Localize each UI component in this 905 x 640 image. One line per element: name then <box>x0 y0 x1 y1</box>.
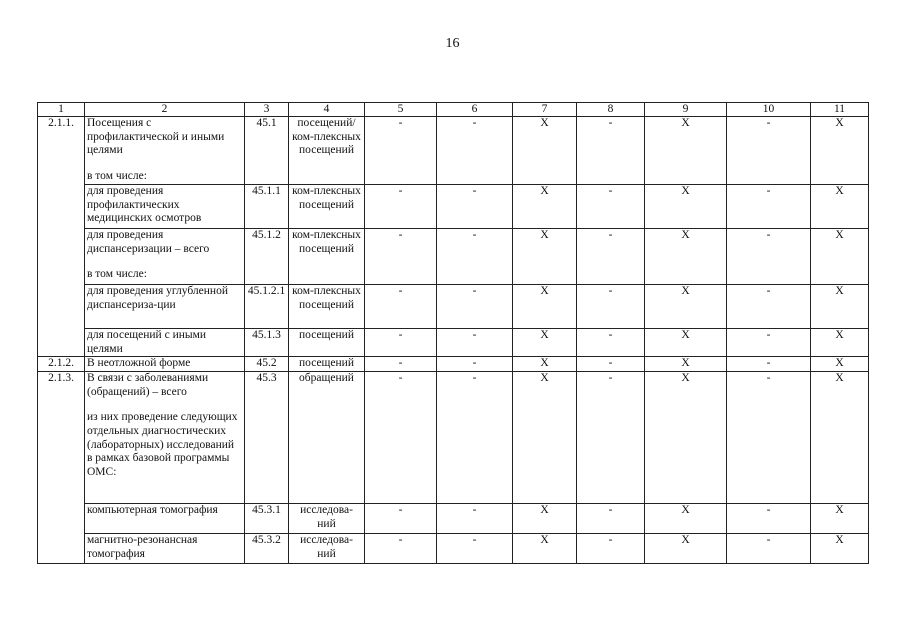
row-name-sub: из них проведение следующих отдельных диагностических (лабораторных) исследований в рамках базовой программы ОМС: <box>87 411 238 478</box>
header-cell: 1 <box>38 103 85 117</box>
row-unit: ком-плексных посещений <box>289 285 365 329</box>
row-name-sub: в том числе: <box>87 268 147 281</box>
value-dash: - <box>437 185 513 229</box>
value-dash: - <box>727 185 811 229</box>
value-dash: - <box>437 229 513 285</box>
row-code: 45.1.3 <box>245 329 289 357</box>
header-row <box>38 103 869 117</box>
value-dash: - <box>365 372 437 504</box>
table-row <box>38 285 869 329</box>
value-x: X <box>811 285 869 329</box>
row-code: 45.3.1 <box>245 504 289 534</box>
value-dash: - <box>437 285 513 329</box>
value-dash: - <box>577 372 645 504</box>
value-x: X <box>811 534 869 564</box>
value-dash: - <box>365 229 437 285</box>
value-x: X <box>513 372 577 504</box>
row-code: 45.1.1 <box>245 185 289 229</box>
value-dash: - <box>577 285 645 329</box>
row-unit: обращений <box>289 372 365 504</box>
row-code: 45.2 <box>245 357 289 372</box>
row-name: для проведения углубленной диспансериза-ции <box>85 285 245 329</box>
row-name <box>85 229 245 285</box>
value-dash: - <box>365 534 437 564</box>
table-row <box>38 372 869 504</box>
data-table <box>37 102 869 564</box>
row-name <box>85 372 245 504</box>
value-dash: - <box>437 329 513 357</box>
header-cell: 11 <box>811 103 869 117</box>
row-code: 45.1 <box>245 117 289 185</box>
row-name-main: для проведения диспансеризации – всего <box>87 229 210 255</box>
value-x: X <box>513 285 577 329</box>
value-dash: - <box>365 329 437 357</box>
value-dash: - <box>577 534 645 564</box>
table-row <box>38 229 869 285</box>
table-row <box>38 504 869 534</box>
value-x: X <box>645 504 727 534</box>
value-dash: - <box>437 534 513 564</box>
value-x: X <box>513 504 577 534</box>
value-dash: - <box>577 229 645 285</box>
row-unit: ком-плексных посещений <box>289 185 365 229</box>
table-row <box>38 329 869 357</box>
value-dash: - <box>727 372 811 504</box>
header-cell: 9 <box>645 103 727 117</box>
table-row <box>38 185 869 229</box>
value-x: X <box>811 329 869 357</box>
header-cell: 8 <box>577 103 645 117</box>
header-cell: 2 <box>85 103 245 117</box>
value-dash: - <box>727 329 811 357</box>
value-x: X <box>645 329 727 357</box>
row-code: 45.3 <box>245 372 289 504</box>
value-x: X <box>645 117 727 185</box>
header-cell: 10 <box>727 103 811 117</box>
table-row <box>38 117 869 185</box>
value-dash: - <box>365 185 437 229</box>
row-number: 2.1.3. <box>38 372 85 564</box>
row-unit: посещений <box>289 329 365 357</box>
value-x: X <box>645 285 727 329</box>
value-x: X <box>811 185 869 229</box>
row-name: для посещений с иными целями <box>85 329 245 357</box>
row-name: магнитно-резонансная томография <box>85 534 245 564</box>
value-dash: - <box>437 504 513 534</box>
value-x: X <box>645 357 727 372</box>
row-unit: посещений/ком-плексных посещений <box>289 117 365 185</box>
value-x: X <box>811 357 869 372</box>
row-code: 45.1.2 <box>245 229 289 285</box>
value-dash: - <box>437 117 513 185</box>
value-x: X <box>645 185 727 229</box>
value-dash: - <box>727 357 811 372</box>
value-x: X <box>811 117 869 185</box>
value-dash: - <box>437 372 513 504</box>
value-x: X <box>513 229 577 285</box>
value-x: X <box>513 117 577 185</box>
value-dash: - <box>365 285 437 329</box>
value-dash: - <box>727 504 811 534</box>
row-unit: ком-плексных посещений <box>289 229 365 285</box>
row-number: 2.1.2. <box>38 357 85 372</box>
value-x: X <box>513 534 577 564</box>
value-dash: - <box>365 117 437 185</box>
row-name-main: Посещения с профилактической и иными целями <box>87 117 225 157</box>
header-cell: 5 <box>365 103 437 117</box>
value-x: X <box>513 185 577 229</box>
table-row <box>38 534 869 564</box>
value-x: X <box>513 329 577 357</box>
row-name <box>85 117 245 185</box>
value-x: X <box>811 229 869 285</box>
value-dash: - <box>577 117 645 185</box>
value-dash: - <box>365 504 437 534</box>
value-dash: - <box>727 534 811 564</box>
row-name: компьютерная томография <box>85 504 245 534</box>
value-dash: - <box>727 229 811 285</box>
table-row <box>38 357 869 372</box>
row-name-sub: в том числе: <box>87 169 147 182</box>
value-dash: - <box>577 329 645 357</box>
row-code: 45.1.2.1 <box>245 285 289 329</box>
page-number: 16 <box>445 36 460 51</box>
header-cell: 6 <box>437 103 513 117</box>
value-x: X <box>645 372 727 504</box>
row-name-main: В связи с заболеваниями (обращений) – всего <box>87 372 209 398</box>
header-cell: 4 <box>289 103 365 117</box>
row-number: 2.1.1. <box>38 117 85 357</box>
value-dash: - <box>365 357 437 372</box>
value-dash: - <box>577 504 645 534</box>
value-x: X <box>811 372 869 504</box>
row-name: В неотложной форме <box>85 357 245 372</box>
header-cell: 7 <box>513 103 577 117</box>
value-dash: - <box>437 357 513 372</box>
row-unit: посещений <box>289 357 365 372</box>
value-x: X <box>645 534 727 564</box>
value-dash: - <box>577 185 645 229</box>
value-x: X <box>513 357 577 372</box>
value-dash: - <box>727 117 811 185</box>
row-code: 45.3.2 <box>245 534 289 564</box>
row-name: для проведения профилактических медицинских осмотров <box>85 185 245 229</box>
value-dash: - <box>727 285 811 329</box>
header-cell: 3 <box>245 103 289 117</box>
row-unit: исследова-ний <box>289 504 365 534</box>
value-dash: - <box>577 357 645 372</box>
value-x: X <box>811 504 869 534</box>
row-unit: исследова-ний <box>289 534 365 564</box>
value-x: X <box>645 229 727 285</box>
